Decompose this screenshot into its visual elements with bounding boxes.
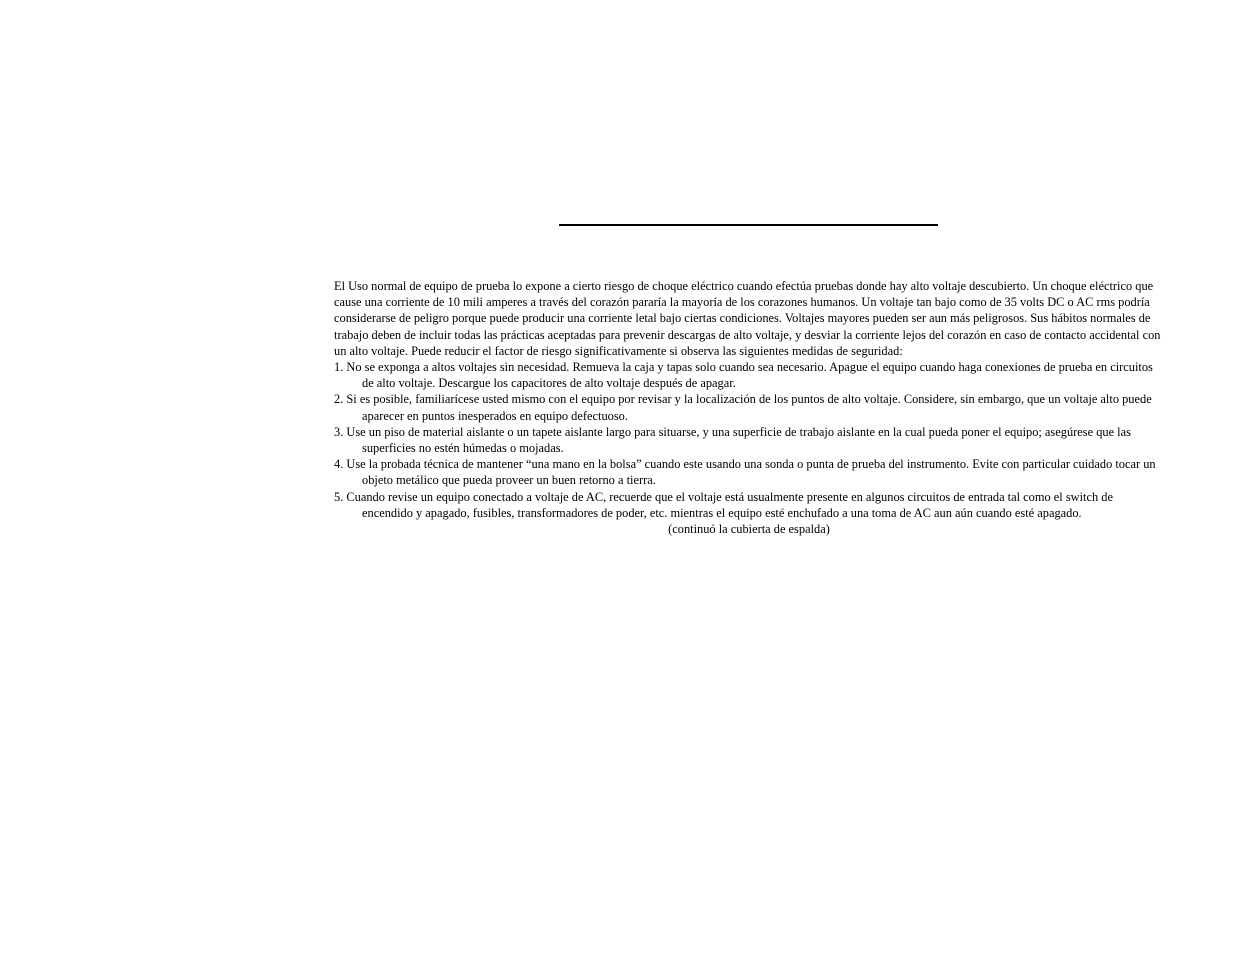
list-item: 1. No se exponga a altos voltajes sin necesidad. Remueva la caja y tapas solo cuando sea necesario. Apague el equipo cuando haga conexiones de prueba en circuitos de alto voltaje. Descargue los capacitores de alto voltaje después de apagar.: [334, 360, 1153, 391]
title-rule: [559, 224, 938, 226]
list-item: 3. Use un piso de material aislante o un tapete aislante largo para situarse, y una superficie de trabajo aislante en la cual pueda poner el equipo; asegúrese que las superficies no estén húmedas o mojadas.: [334, 424, 1131, 456]
list-item: 4. Use la probada técnica de mantener “una mano en la bolsa” cuando este usando una sonda o punta de prueba del instrumento. Evite con particular cuidado tocar un objeto metálico que pueda proveer un buen retorno a tierra.: [334, 457, 1156, 488]
list-item: 5. Cuando revise un equipo conectado a voltaje de AC, recuerde que el voltaje está usualmente presente en algunos circuitos de entrada tal como el switch de encendido y apagado, fusibles, transformadores de poder, etc. mientras el equipo esté enchufado a una toma de AC aun aún cuando esté apagado.: [334, 489, 1113, 520]
intro-paragraph: El Uso normal de equipo de prueba lo expone a cierto riesgo de choque eléctrico cuando efectúa pruebas donde hay alto voltaje descubierto. Un choque eléctrico que cause una corriente de 10 mili amperes a través del corazón pararía la mayoría de los corazones humanos. Un voltaje tan bajo como de 35 volts DC o AC rms podría considerarse de peligro porque puede producir una corriente letal bajo ciertas condiciones. Voltajes mayores pueden ser aun más peligrosos. Sus hábitos normales de trabajo deben de incluir todas las prácticas aceptadas para prevenir descargas de alto voltaje, y desviar la corriente lejos del corazón en caso de contacto accidental con un alto voltaje. Puede reducir el factor de riesgo significativamente si observa las siguientes medidas de seguridad:: [334, 279, 1161, 358]
list-item: 2. Si es posible, familiarícese usted mismo con el equipo por revisar y la localización de los puntos de alto voltaje. Considere, sin embargo, que un voltaje alto puede aparecer en puntos inesperados en equipo defectuoso.: [334, 392, 1152, 423]
safety-notice: [334, 278, 1164, 537]
continued-note: (continuó la cubierta de espalda): [668, 522, 830, 537]
safety-measures-list: [334, 359, 1164, 521]
